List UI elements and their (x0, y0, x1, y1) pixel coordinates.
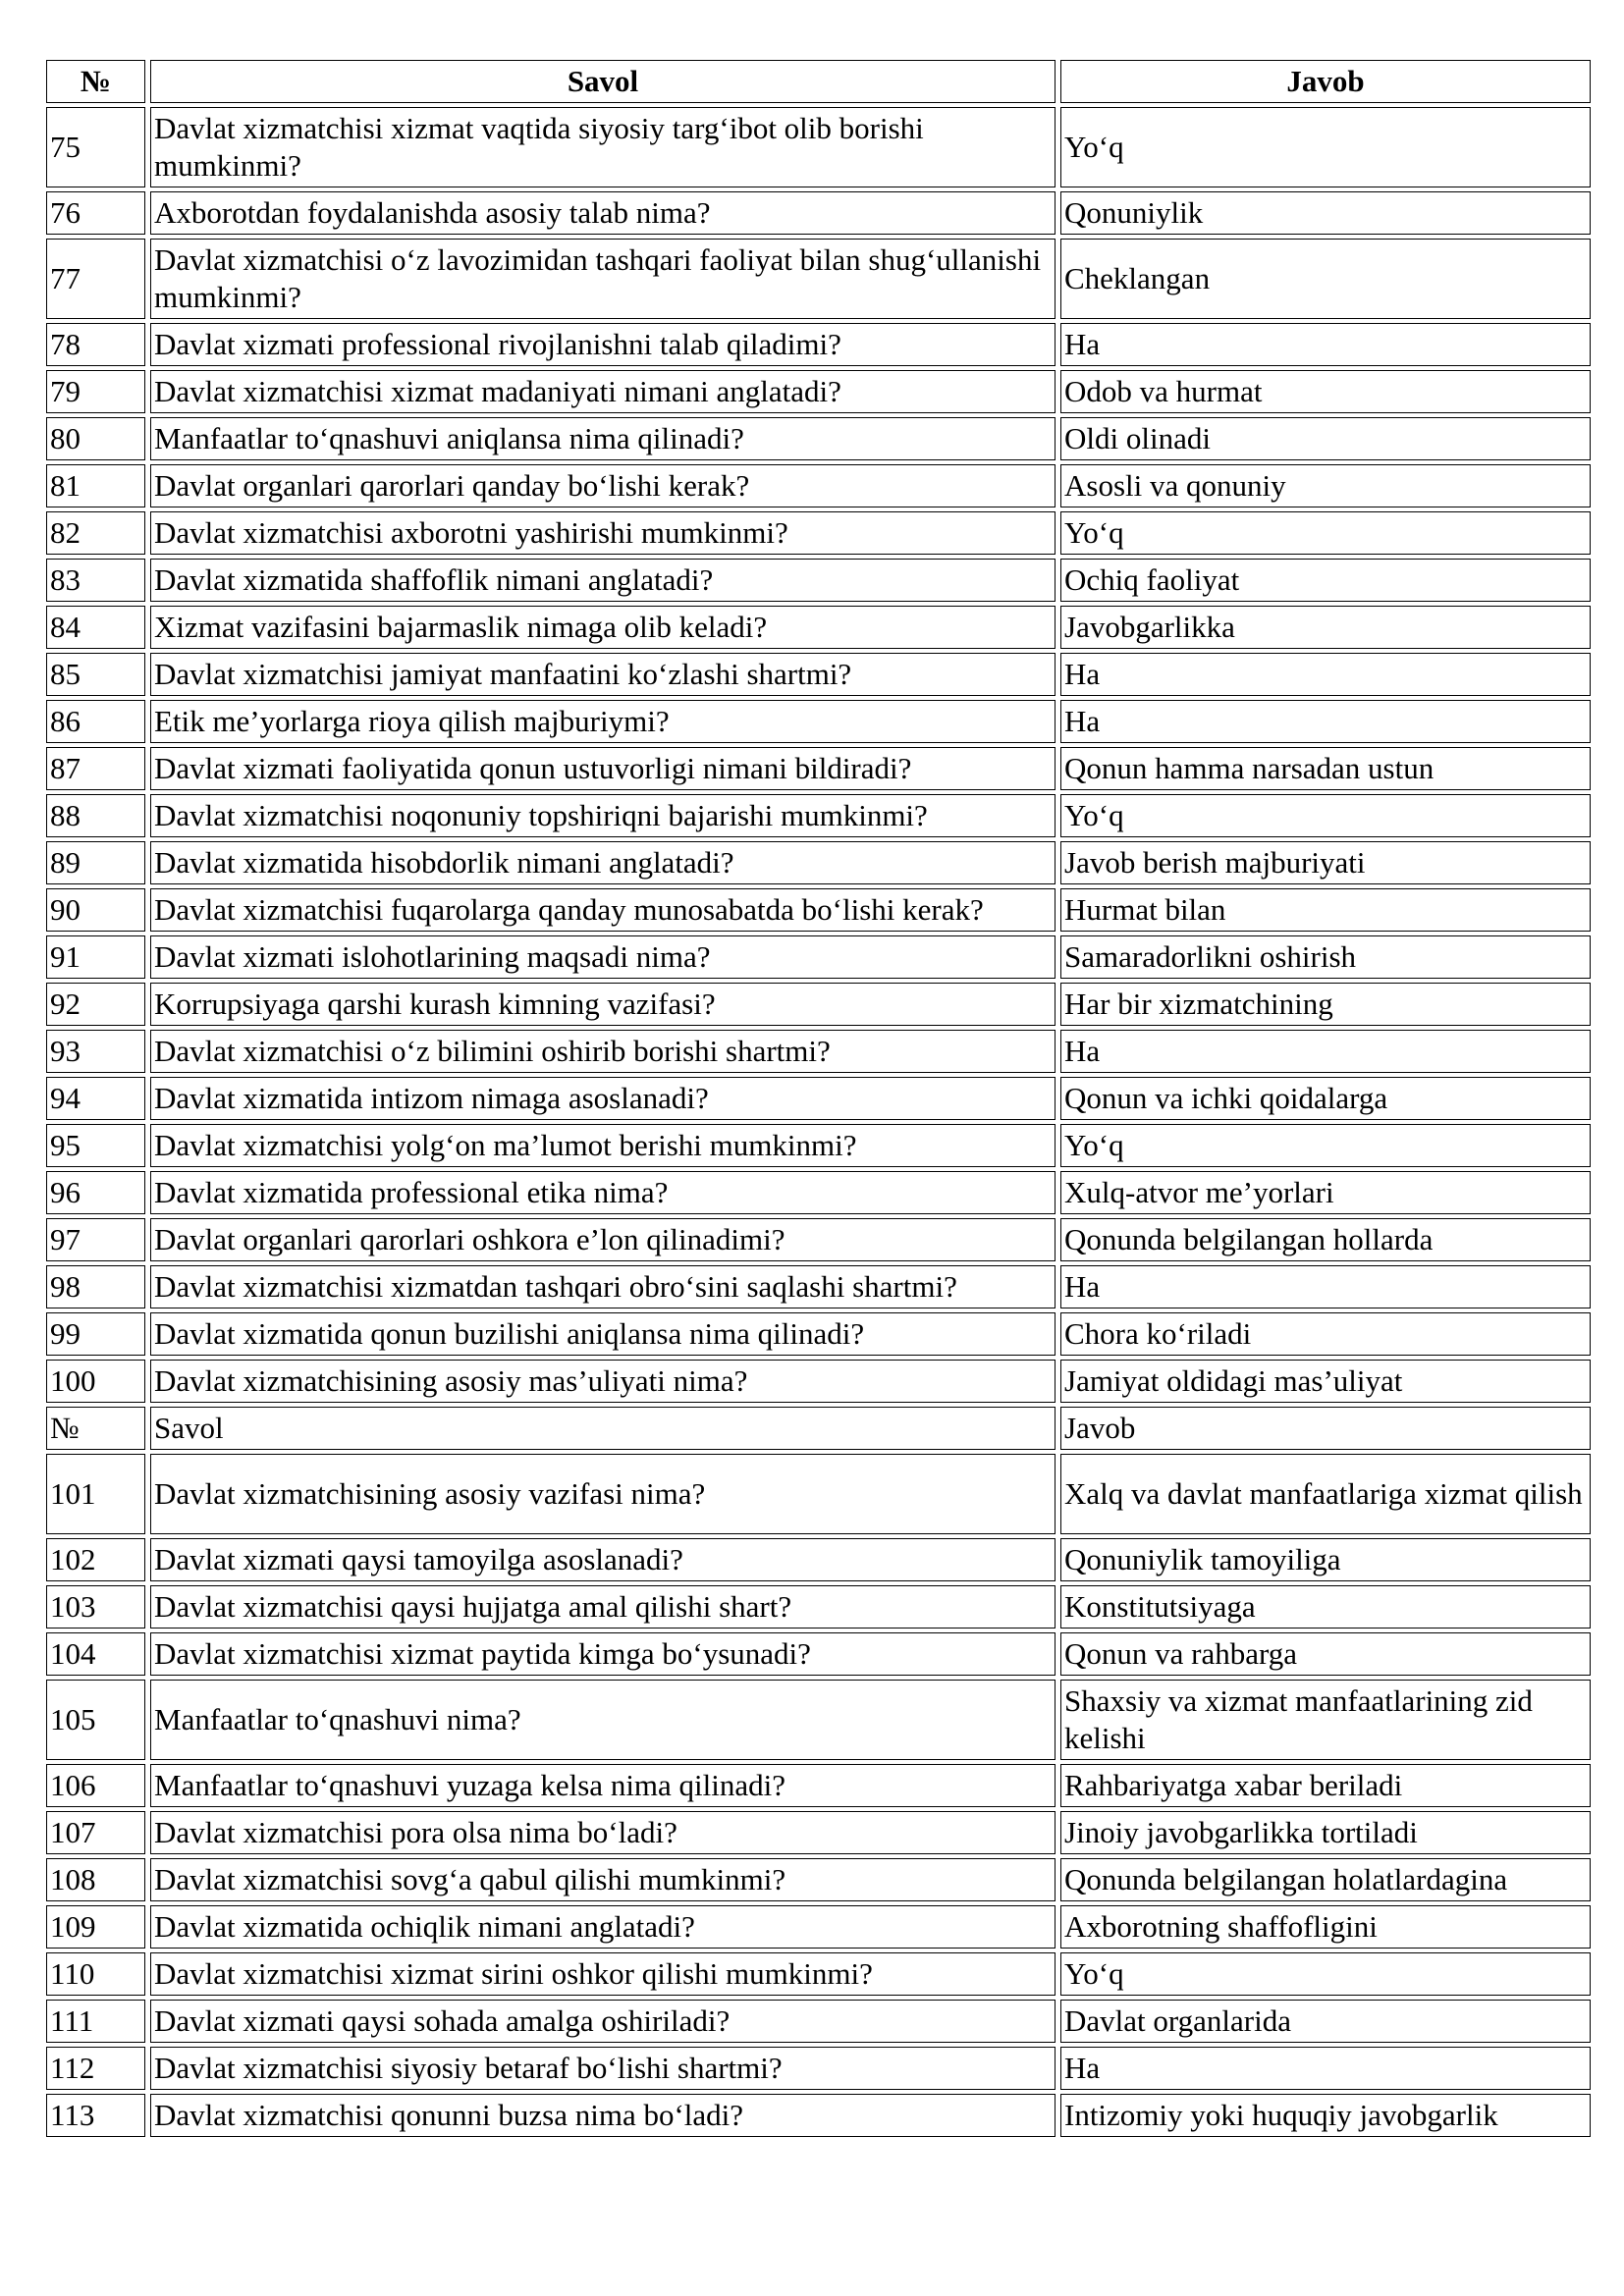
table-row (46, 794, 1591, 837)
cell-answer: Qonuniylik tamoyiliga (1060, 1538, 1591, 1581)
cell-question: Davlat xizmati faoliyatida qonun ustuvorligi nimani bildiradi? (150, 747, 1056, 790)
cell-question: Davlat xizmatchisi o‘z bilimini oshirib borishi shartmi? (150, 1030, 1056, 1073)
cell-question: Davlat xizmatida ochiqlik nimani anglatadi? (150, 1905, 1056, 1949)
cell-question: Davlat xizmatchisi xizmatdan tashqari obro‘sini saqlashi shartmi? (150, 1265, 1056, 1308)
cell-num: 106 (46, 1764, 145, 1807)
cell-answer: Ha (1060, 653, 1591, 696)
table-row (46, 1538, 1591, 1581)
cell-question: Davlat xizmati professional rivojlanishni talab qiladimi? (150, 323, 1056, 366)
qa-table (41, 56, 1596, 2141)
table-row (46, 1858, 1591, 1901)
cell-answer: Axborotning shaffofligini (1060, 1905, 1591, 1949)
cell-question: Korrupsiyaga qarshi kurash kimning vazifasi? (150, 983, 1056, 1026)
table-row (46, 1811, 1591, 1854)
cell-answer: Davlat organlarida (1060, 2000, 1591, 2043)
cell-answer: Cheklangan (1060, 239, 1591, 319)
table-row (46, 1905, 1591, 1949)
header-answer: Javob (1060, 60, 1591, 103)
cell-num: 113 (46, 2094, 145, 2137)
cell-num: 79 (46, 370, 145, 413)
cell-num: 109 (46, 1905, 145, 1949)
table-row (46, 1680, 1591, 1760)
cell-question: Davlat organlari qarorlari oshkora e’lon qilinadimi? (150, 1218, 1056, 1261)
cell-question: Davlat xizmatchisi jamiyat manfaatini ko‘zlashi shartmi? (150, 653, 1056, 696)
table-row (46, 1030, 1591, 1073)
table-row (46, 2094, 1591, 2137)
cell-answer: Intizomiy yoki huquqiy javobgarlik (1060, 2094, 1591, 2137)
table-row (46, 1218, 1591, 1261)
table-row (46, 1454, 1591, 1534)
cell-answer: Javobgarlikka (1060, 606, 1591, 649)
table-row (46, 1764, 1591, 1807)
table-row (46, 935, 1591, 979)
cell-answer: Jinoiy javobgarlikka tortiladi (1060, 1811, 1591, 1854)
cell-num: 96 (46, 1171, 145, 1214)
cell-question: Davlat xizmatchisi axborotni yashirishi mumkinmi? (150, 511, 1056, 555)
cell-num: 90 (46, 888, 145, 932)
cell-answer: Shaxsiy va xizmat manfaatlarining zid kelishi (1060, 1680, 1591, 1760)
table-row (46, 559, 1591, 602)
cell-question: Savol (150, 1407, 1056, 1450)
cell-answer: Rahbariyatga xabar beriladi (1060, 1764, 1591, 1807)
cell-question: Davlat xizmatchisi sovg‘a qabul qilishi mumkinmi? (150, 1858, 1056, 1901)
cell-question: Davlat xizmatida qonun buzilishi aniqlansa nima qilinadi? (150, 1312, 1056, 1356)
cell-answer: Yo‘q (1060, 1952, 1591, 1996)
cell-answer: Samaradorlikni oshirish (1060, 935, 1591, 979)
cell-answer: Xalq va davlat manfaatlariga xizmat qilish (1060, 1454, 1591, 1534)
table-row (46, 1407, 1591, 1450)
cell-question: Davlat xizmatchisi pora olsa nima bo‘ladi? (150, 1811, 1056, 1854)
cell-num: 110 (46, 1952, 145, 1996)
cell-num: 98 (46, 1265, 145, 1308)
cell-answer: Oldi olinadi (1060, 417, 1591, 460)
cell-question: Xizmat vazifasini bajarmaslik nimaga olib keladi? (150, 606, 1056, 649)
table-row (46, 606, 1591, 649)
header-num: № (46, 60, 145, 103)
cell-question: Manfaatlar to‘qnashuvi yuzaga kelsa nima qilinadi? (150, 1764, 1056, 1807)
cell-answer: Ochiq faoliyat (1060, 559, 1591, 602)
table-row (46, 464, 1591, 507)
table-row (46, 511, 1591, 555)
cell-num: 84 (46, 606, 145, 649)
cell-question: Davlat xizmatchisi xizmat paytida kimga bo‘ysunadi? (150, 1632, 1056, 1676)
cell-question: Davlat organlari qarorlari qanday bo‘lishi kerak? (150, 464, 1056, 507)
table-row (46, 983, 1591, 1026)
table-row (46, 417, 1591, 460)
table-row (46, 2047, 1591, 2090)
cell-answer: Javob berish majburiyati (1060, 841, 1591, 884)
header-question: Savol (150, 60, 1056, 103)
cell-question: Davlat xizmatchisi noqonuniy topshiriqni bajarishi mumkinmi? (150, 794, 1056, 837)
table-row (46, 370, 1591, 413)
cell-num: 105 (46, 1680, 145, 1760)
cell-num: 101 (46, 1454, 145, 1534)
cell-num: 87 (46, 747, 145, 790)
cell-answer: Javob (1060, 1407, 1591, 1450)
cell-answer: Qonunda belgilangan holatlardagina (1060, 1858, 1591, 1901)
cell-answer: Hurmat bilan (1060, 888, 1591, 932)
cell-answer: Yo‘q (1060, 794, 1591, 837)
cell-question: Davlat xizmatchisi qaysi hujjatga amal qilishi shart? (150, 1585, 1056, 1629)
cell-answer: Ha (1060, 1030, 1591, 1073)
table-header-row (46, 60, 1591, 103)
cell-num: 91 (46, 935, 145, 979)
cell-num: 111 (46, 2000, 145, 2043)
table-row (46, 1952, 1591, 1996)
cell-question: Axborotdan foydalanishda asosiy talab nima? (150, 191, 1056, 235)
cell-num: 103 (46, 1585, 145, 1629)
table-body (46, 107, 1591, 2137)
cell-question: Davlat xizmati qaysi sohada amalga oshiriladi? (150, 2000, 1056, 2043)
cell-num: 93 (46, 1030, 145, 1073)
cell-answer: Qonunda belgilangan hollarda (1060, 1218, 1591, 1261)
cell-question: Davlat xizmatchisi fuqarolarga qanday munosabatda bo‘lishi kerak? (150, 888, 1056, 932)
cell-answer: Odob va hurmat (1060, 370, 1591, 413)
table-row (46, 1312, 1591, 1356)
cell-num: 85 (46, 653, 145, 696)
table-row (46, 2000, 1591, 2043)
table-row (46, 107, 1591, 187)
cell-answer: Qonun hamma narsadan ustun (1060, 747, 1591, 790)
cell-num: 82 (46, 511, 145, 555)
cell-question: Davlat xizmatida intizom nimaga asoslanadi? (150, 1077, 1056, 1120)
cell-answer: Yo‘q (1060, 107, 1591, 187)
cell-question: Davlat xizmatchisining asosiy mas’uliyati nima? (150, 1360, 1056, 1403)
cell-answer: Asosli va qonuniy (1060, 464, 1591, 507)
cell-question: Davlat xizmatida hisobdorlik nimani anglatadi? (150, 841, 1056, 884)
cell-num: 104 (46, 1632, 145, 1676)
cell-question: Davlat xizmatida shaffoflik nimani anglatadi? (150, 559, 1056, 602)
cell-question: Davlat xizmatchisi xizmat madaniyati nimani anglatadi? (150, 370, 1056, 413)
cell-answer: Ha (1060, 2047, 1591, 2090)
cell-num: 89 (46, 841, 145, 884)
cell-num: 107 (46, 1811, 145, 1854)
table-row (46, 841, 1591, 884)
cell-answer: Xulq-atvor me’yorlari (1060, 1171, 1591, 1214)
table-row (46, 239, 1591, 319)
cell-num: № (46, 1407, 145, 1450)
table-row (46, 888, 1591, 932)
cell-num: 97 (46, 1218, 145, 1261)
cell-answer: Ha (1060, 700, 1591, 743)
cell-num: 78 (46, 323, 145, 366)
table-row (46, 653, 1591, 696)
cell-question: Davlat xizmatchisi xizmat sirini oshkor qilishi mumkinmi? (150, 1952, 1056, 1996)
cell-question: Davlat xizmatchisi siyosiy betaraf bo‘lishi shartmi? (150, 2047, 1056, 2090)
cell-question: Davlat xizmatchisi yolg‘on ma’lumot berishi mumkinmi? (150, 1124, 1056, 1167)
cell-num: 76 (46, 191, 145, 235)
cell-answer: Yo‘q (1060, 511, 1591, 555)
cell-answer: Qonun va ichki qoidalarga (1060, 1077, 1591, 1120)
table-row (46, 191, 1591, 235)
cell-question: Davlat xizmatchisi o‘z lavozimidan tashqari faoliyat bilan shug‘ullanishi mumkinmi? (150, 239, 1056, 319)
table-row (46, 700, 1591, 743)
cell-answer: Ha (1060, 1265, 1591, 1308)
cell-question: Davlat xizmatchisi xizmat vaqtida siyosiy targ‘ibot olib borishi mumkinmi? (150, 107, 1056, 187)
cell-answer: Qonuniylik (1060, 191, 1591, 235)
table-row (46, 1585, 1591, 1629)
cell-num: 108 (46, 1858, 145, 1901)
table-row (46, 1632, 1591, 1676)
cell-num: 77 (46, 239, 145, 319)
table-row (46, 1171, 1591, 1214)
table-row (46, 323, 1591, 366)
cell-question: Manfaatlar to‘qnashuvi aniqlansa nima qilinadi? (150, 417, 1056, 460)
cell-question: Davlat xizmati qaysi tamoyilga asoslanadi? (150, 1538, 1056, 1581)
cell-num: 112 (46, 2047, 145, 2090)
cell-answer: Konstitutsiyaga (1060, 1585, 1591, 1629)
cell-num: 100 (46, 1360, 145, 1403)
cell-num: 95 (46, 1124, 145, 1167)
cell-answer: Yo‘q (1060, 1124, 1591, 1167)
cell-num: 81 (46, 464, 145, 507)
cell-question: Etik me’yorlarga rioya qilish majburiymi? (150, 700, 1056, 743)
table-row (46, 1124, 1591, 1167)
cell-answer: Har bir xizmatchining (1060, 983, 1591, 1026)
table-row (46, 747, 1591, 790)
table-row (46, 1077, 1591, 1120)
cell-answer: Ha (1060, 323, 1591, 366)
cell-question: Davlat xizmatchisi qonunni buzsa nima bo‘ladi? (150, 2094, 1056, 2137)
cell-num: 94 (46, 1077, 145, 1120)
cell-question: Davlat xizmatida professional etika nima? (150, 1171, 1056, 1214)
table-row (46, 1360, 1591, 1403)
cell-question: Davlat xizmatchisining asosiy vazifasi nima? (150, 1454, 1056, 1534)
cell-question: Manfaatlar to‘qnashuvi nima? (150, 1680, 1056, 1760)
table-row (46, 1265, 1591, 1308)
cell-num: 92 (46, 983, 145, 1026)
cell-num: 80 (46, 417, 145, 460)
cell-answer: Jamiyat oldidagi mas’uliyat (1060, 1360, 1591, 1403)
cell-num: 75 (46, 107, 145, 187)
cell-question: Davlat xizmati islohotlarining maqsadi nima? (150, 935, 1056, 979)
cell-num: 83 (46, 559, 145, 602)
cell-num: 99 (46, 1312, 145, 1356)
cell-answer: Qonun va rahbarga (1060, 1632, 1591, 1676)
cell-num: 102 (46, 1538, 145, 1581)
cell-num: 86 (46, 700, 145, 743)
cell-num: 88 (46, 794, 145, 837)
cell-answer: Chora ko‘riladi (1060, 1312, 1591, 1356)
